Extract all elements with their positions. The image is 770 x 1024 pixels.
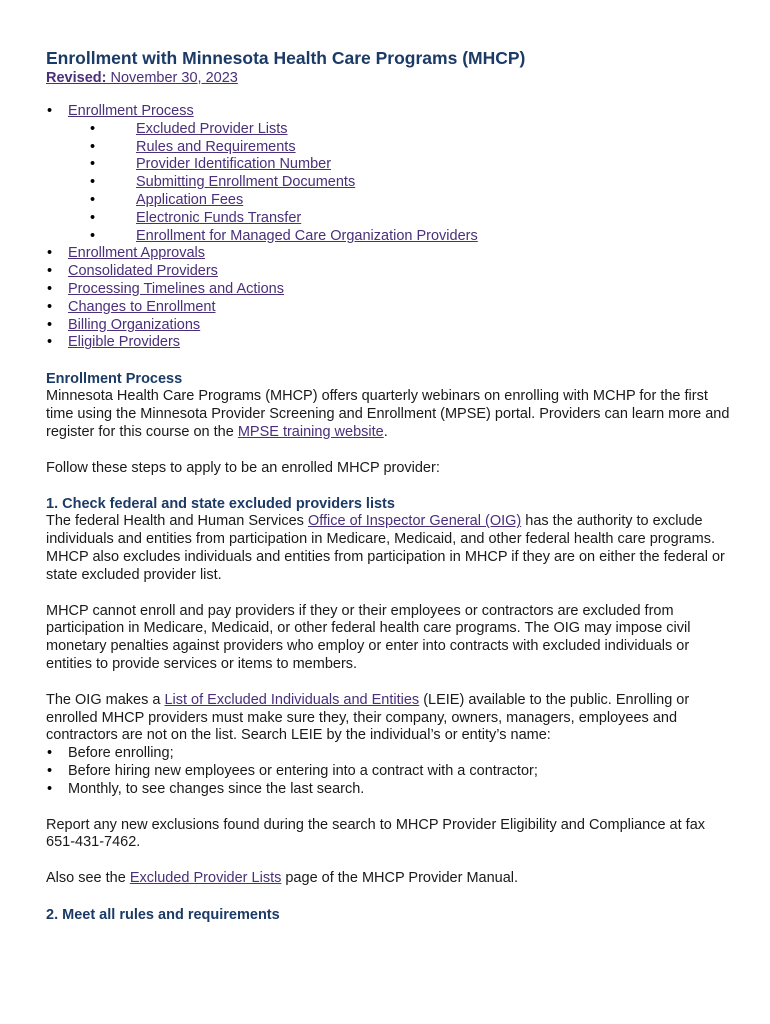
toc-link-submitting-enrollment-documents[interactable]: Submitting Enrollment Documents bbox=[136, 174, 356, 191]
toc-item bbox=[46, 317, 730, 335]
paragraph-text: The OIG makes a bbox=[46, 691, 165, 708]
toc-link-consolidated-providers[interactable]: Consolidated Providers bbox=[68, 263, 218, 280]
enrollment-process-paragraph bbox=[46, 388, 730, 441]
toc-link-excluded-provider-lists[interactable]: Excluded Provider Lists bbox=[136, 120, 288, 137]
revised-date-value: November 30, 2023 bbox=[110, 70, 238, 86]
list-item: • Before hiring new employees or entering into a contract with a contractor; bbox=[46, 763, 730, 781]
leie-link[interactable]: List of Excluded Individuals and Entities bbox=[164, 691, 420, 708]
section-heading-enrollment-process: Enrollment Process bbox=[46, 371, 183, 388]
toc-link-electronic-funds-transfer[interactable]: Electronic Funds Transfer bbox=[136, 209, 302, 226]
toc-link-changes-to-enrollment[interactable]: Changes to Enrollment bbox=[68, 298, 216, 315]
toc-link-provider-identification-number[interactable]: Provider Identification Number bbox=[136, 156, 332, 173]
revised-date bbox=[46, 69, 730, 87]
list-item: • Monthly, to see changes since the last search. bbox=[46, 781, 730, 799]
report-paragraph: Report any new exclusions found during the search to MHCP Provider Eligibility and Compliance at fax 651-431-7462. bbox=[46, 816, 706, 851]
toc-link-enrollment-approvals[interactable]: Enrollment Approvals bbox=[68, 245, 206, 262]
toc-subitem bbox=[68, 210, 730, 228]
toc-link-managed-care-enrollment[interactable]: Enrollment for Managed Care Organization Providers bbox=[136, 227, 478, 244]
toc-item bbox=[46, 245, 730, 263]
toc-subitem bbox=[68, 192, 730, 210]
toc-subitem bbox=[68, 174, 730, 192]
toc-subitem bbox=[68, 139, 730, 157]
paragraph-text: Also see the bbox=[46, 870, 130, 887]
toc-link-eligible-providers[interactable]: Eligible Providers bbox=[68, 334, 181, 351]
paragraph-text: . bbox=[383, 423, 388, 440]
toc-item-enrollment-process bbox=[46, 103, 730, 245]
list-item: • Before enrolling; bbox=[46, 745, 730, 763]
toc-subitem bbox=[68, 228, 730, 246]
page-title: Enrollment with Minnesota Health Care Programs (MHCP) bbox=[46, 48, 526, 68]
toc-item bbox=[46, 299, 730, 317]
revised-label: Revised: bbox=[46, 70, 107, 86]
oig-paragraph bbox=[46, 513, 730, 584]
toc-item bbox=[46, 281, 730, 299]
toc-link-billing-organizations[interactable]: Billing Organizations bbox=[68, 316, 201, 333]
toc-link-processing-timelines[interactable]: Processing Timelines and Actions bbox=[68, 280, 284, 297]
toc-link-application-fees[interactable]: Application Fees bbox=[136, 191, 244, 208]
section-heading-step-2: 2. Meet all rules and requirements bbox=[46, 906, 280, 923]
toc-subitem bbox=[68, 121, 730, 139]
paragraph-text: has the authority to exclude individuals and entities from participation in Medicare, Medicaid, and other federal health care programs. MHCP also excludes individuals and entities from participation in MHCP if they are on either the federal or state excluded provider list. bbox=[46, 513, 725, 583]
mpse-training-link[interactable]: MPSE training website bbox=[237, 423, 384, 440]
excluded-provider-lists-link[interactable]: Excluded Provider Lists bbox=[129, 870, 282, 887]
toc-item bbox=[46, 263, 730, 281]
paragraph-text: (LEIE) available to the public. Enrolling or enrolled MHCP providers must make sure they, their company, owners, managers, employees and contractors are not on the list. Search LEIE by the individual’s or entity’s name: bbox=[46, 691, 690, 744]
steps-intro-paragraph: Follow these steps to apply to be an enrolled MHCP provider: bbox=[46, 459, 440, 476]
section-heading-step-1: 1. Check federal and state excluded providers lists bbox=[46, 496, 395, 513]
toc-item bbox=[46, 334, 730, 352]
exclusion-paragraph: MHCP cannot enroll and pay providers if they or their employees or contractors are excluded from participation in Medicare, Medicaid, or other federal health care programs. The OIG may impose civil monetary penalties against providers who employ or enter into contracts with excluded individuals or entities to provide services or items to members. bbox=[46, 602, 691, 672]
leie-paragraph bbox=[46, 692, 730, 745]
toc-link-rules-and-requirements[interactable]: Rules and Requirements bbox=[136, 138, 296, 155]
paragraph-text: page of the MHCP Provider Manual. bbox=[281, 870, 519, 887]
paragraph-text: The federal Health and Human Services bbox=[46, 513, 308, 530]
search-timing-list bbox=[46, 745, 730, 798]
oig-link[interactable]: Office of Inspector General (OIG) bbox=[307, 513, 522, 530]
table-of-contents bbox=[46, 103, 730, 352]
toc-subitem bbox=[68, 156, 730, 174]
see-also-paragraph bbox=[46, 870, 730, 888]
paragraph-text: Minnesota Health Care Programs (MHCP) offers quarterly webinars on enrolling with MCHP for the first time using the Minnesota Provider Screening and Enrollment (MPSE) portal. Providers can learn more and register for this course on the bbox=[46, 388, 730, 440]
toc-link-enrollment-process[interactable]: Enrollment Process bbox=[68, 103, 194, 119]
toc-sublist bbox=[68, 121, 730, 246]
